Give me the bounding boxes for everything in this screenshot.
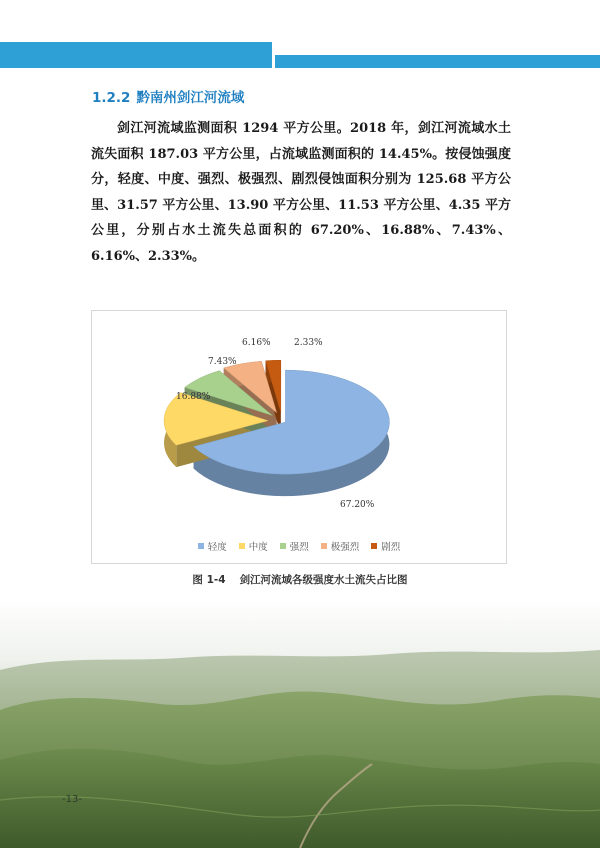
- header-accent-bar-thin: [275, 55, 600, 68]
- pie-data-label: 16.88%: [176, 392, 211, 402]
- pie-chart-frame: [91, 310, 507, 564]
- legend-item: [239, 539, 268, 553]
- figure-title: 剑江河流域各级强度水土流失占比图: [239, 574, 408, 586]
- legend-item: [321, 539, 360, 553]
- pie-data-label: 2.33%: [294, 338, 323, 348]
- legend-item: [371, 539, 400, 553]
- landscape-image: [0, 600, 600, 848]
- legend-label: 中度: [248, 542, 268, 553]
- section-title: 黔南州剑江河流域: [136, 90, 245, 106]
- legend-label: 强烈: [289, 542, 309, 553]
- legend-swatch: [280, 543, 286, 549]
- pie-data-label: 7.43%: [208, 357, 237, 367]
- section-heading: [92, 86, 244, 106]
- section-number: 1.2.2: [92, 90, 131, 106]
- body-paragraph: 剑江河流域监测面积 1294 平方公里。2018 年，剑江河流域水土流失面积 187.03 平方公里，占流域监测面积的 14.45%。按侵蚀强度分，轻度、中度、强烈、极强烈、剧烈侵蚀面积分别为 125.68 平方公里、31.57 平方公里、13.90 平方公里、11.53 平方公里、4.35 平方公里，分别占水土流失总面积的 67.20%、16.88%、7.43%、6.16%、2.33%。: [91, 121, 511, 264]
- legend-item: [198, 539, 227, 553]
- legend-swatch: [239, 543, 245, 549]
- figure-caption: [0, 572, 600, 587]
- legend-swatch: [198, 543, 204, 549]
- pie-data-label: 6.16%: [242, 338, 271, 348]
- page-number: -13-: [62, 794, 82, 805]
- legend-swatch: [371, 543, 377, 549]
- legend-label: 剧烈: [381, 542, 401, 553]
- pie-chart: [92, 311, 506, 531]
- legend-item: [280, 539, 309, 553]
- header-accent-bar: [0, 42, 272, 68]
- chart-legend: [92, 539, 506, 553]
- figure-number: 图 1-4: [192, 574, 226, 586]
- pie-data-label: 67.20%: [340, 500, 375, 510]
- legend-swatch: [321, 543, 327, 549]
- legend-label: 轻度: [207, 542, 227, 553]
- legend-label: 极强烈: [330, 542, 360, 553]
